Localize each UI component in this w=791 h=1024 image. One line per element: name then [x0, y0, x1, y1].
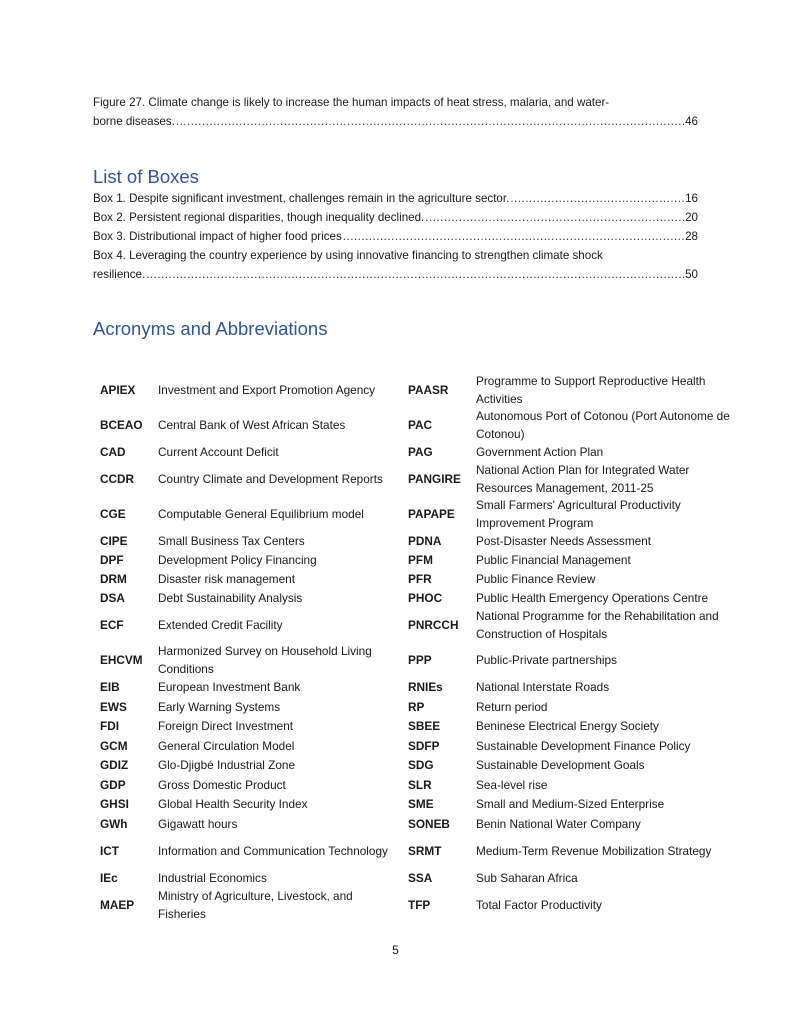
table-row: [93, 834, 743, 869]
definition: Small Business Tax Centers: [158, 533, 305, 548]
abbreviation: CGE: [100, 506, 126, 521]
abbreviation: SSA: [408, 870, 433, 885]
abbreviation: SDFP: [408, 738, 440, 753]
definition: Medium-Term Revenue Mobilization Strategy: [476, 843, 712, 858]
definition: Autonomous Port of Cotonou (Port Autonome de Cotonou): [476, 409, 730, 441]
abbreviation: DSA: [100, 590, 125, 605]
dot-leader: [176, 112, 684, 131]
abbreviation: RNIEs: [408, 680, 443, 695]
definition: Sustainable Development Finance Policy: [476, 738, 691, 753]
abbreviation: ECF: [100, 617, 124, 632]
abbreviation: SONEB: [408, 816, 450, 831]
abbreviation: PAG: [408, 444, 433, 459]
table-row: [93, 589, 743, 608]
toc-page-number: 50: [685, 268, 698, 281]
toc-entry-text: Box 2. Persistent regional disparities, though inequality declined.: [93, 211, 425, 224]
abbreviation: PHOC: [408, 590, 443, 605]
abbreviation: SLR: [408, 777, 432, 792]
definition: Early Warning Systems: [158, 699, 281, 714]
abbreviation: APIEX: [100, 382, 136, 397]
toc-line: [93, 189, 698, 208]
toc-entry-text: Box 4. Leveraging the country experience by using innovative financing to strengthen climate shock: [93, 249, 603, 262]
definition: Programme to Support Reproductive Health Activities: [476, 374, 706, 406]
abbreviation: SBEE: [408, 719, 441, 734]
dot-leader: [343, 227, 684, 246]
table-row: [93, 815, 743, 835]
abbreviation: PAC: [408, 417, 433, 432]
definition: European Investment Bank: [158, 680, 301, 695]
table-row: [93, 462, 743, 497]
definition: National Action Plan for Integrated Water Resources Management, 2011-25: [476, 463, 690, 495]
definition: Government Action Plan: [476, 444, 604, 459]
table-row: [93, 643, 743, 678]
toc-line: [93, 227, 698, 246]
definition: Post-Disaster Needs Assessment: [476, 533, 652, 548]
abbreviation: SRMT: [408, 843, 442, 858]
list-of-boxes-heading: List of Boxes: [93, 166, 199, 187]
abbreviation: PAASR: [408, 382, 449, 397]
abbreviation: IEc: [100, 870, 118, 885]
definition: Sustainable Development Goals: [476, 758, 645, 773]
definition: Development Policy Financing: [158, 552, 317, 567]
toc-line: [93, 208, 698, 227]
abbreviation: PPP: [408, 652, 432, 667]
definition: Return period: [476, 699, 548, 714]
abbreviation: TFP: [408, 897, 431, 912]
abbreviation: SME: [408, 797, 434, 812]
abbreviation: DPF: [100, 552, 124, 567]
abbreviation: EWS: [100, 699, 127, 714]
definition: Disaster risk management: [158, 571, 296, 586]
table-row: [93, 869, 743, 888]
definition: Glo-Djigbé Industrial Zone: [158, 758, 296, 773]
abbreviation: SDG: [408, 758, 434, 773]
abbreviation: CCDR: [100, 471, 135, 486]
table-row: [93, 698, 743, 718]
definition: National Interstate Roads: [476, 680, 610, 695]
table-row: [93, 737, 743, 757]
definition: Industrial Economics: [158, 870, 267, 885]
table-row: [93, 608, 743, 643]
toc-entry-text: Box 1. Despite significant investment, challenges remain in the agriculture sector.: [93, 192, 510, 205]
toc-entry-text: Figure 27. Climate change is likely to increase the human impacts of heat stress, malaria, and water-: [93, 96, 610, 109]
abbreviation: EIB: [100, 680, 120, 695]
toc-page-number: 28: [685, 230, 698, 243]
abbreviation: DRM: [100, 571, 127, 586]
table-row: [93, 795, 743, 815]
definition: Public Financial Management: [476, 552, 631, 567]
definition: Gross Domestic Product: [158, 777, 286, 792]
definition: Global Health Security Index: [158, 797, 308, 812]
definition: Gigawatt hours: [158, 816, 238, 831]
abbreviation: PFM: [408, 552, 433, 567]
abbreviation: PFR: [408, 571, 432, 586]
abbreviation: PANGIRE: [408, 471, 461, 486]
definition: Public-Private partnerships: [476, 652, 617, 667]
table-row: [93, 570, 743, 589]
abbreviation: PDNA: [408, 533, 442, 548]
definition: Ministry of Agriculture, Livestock, and Fisheries: [158, 889, 353, 921]
definition: Total Factor Productivity: [476, 897, 602, 912]
table-row: [93, 373, 743, 408]
abbreviation: FDI: [100, 719, 120, 734]
toc-entry-text: borne diseases.: [93, 115, 175, 128]
abbreviation: MAEP: [100, 897, 135, 912]
table-row: [93, 888, 743, 923]
definition: Country Climate and Development Reports: [158, 471, 383, 486]
toc-line: [93, 112, 698, 131]
table-row: [93, 678, 743, 698]
table-row: [93, 443, 743, 462]
toc-page-number: 46: [685, 115, 698, 128]
definition: National Programme for the Rehabilitation and Construction of Hospitals: [476, 609, 719, 641]
table-row: [93, 756, 743, 776]
table-row: [93, 497, 743, 532]
toc-page-number: 20: [685, 211, 698, 224]
abbreviation: GCM: [100, 738, 128, 753]
toc-page-number: 16: [685, 192, 698, 205]
definition: Current Account Deficit: [158, 444, 279, 459]
toc-line: [93, 265, 698, 284]
definition: Central Bank of West African States: [158, 417, 346, 432]
abbreviation: ICT: [100, 843, 120, 858]
definition: Benin National Water Company: [476, 816, 641, 831]
definition: Public Finance Review: [476, 571, 596, 586]
definition: Information and Communication Technology: [158, 843, 388, 858]
definition: Sub Saharan Africa: [476, 870, 578, 885]
table-row: [93, 551, 743, 570]
definition: Public Health Emergency Operations Centre: [476, 590, 709, 605]
definition: General Circulation Model: [158, 738, 295, 753]
abbreviation: BCEAO: [100, 417, 143, 432]
toc-entry-text: resilience.: [93, 268, 146, 281]
definition: Extended Credit Facility: [158, 617, 283, 632]
abbreviation: EHCVM: [100, 652, 143, 667]
definition: Sea-level rise: [476, 777, 548, 792]
abbreviation: CAD: [100, 444, 126, 459]
abbreviation: RP: [408, 699, 425, 714]
abbreviation: GHSI: [100, 797, 129, 812]
abbreviation: CIPE: [100, 533, 128, 548]
table-row: [93, 532, 743, 551]
toc-line: [93, 246, 698, 265]
definition: Computable General Equilibrium model: [158, 506, 364, 521]
table-row: [93, 408, 743, 443]
abbreviation: GWh: [100, 816, 128, 831]
table-row: [93, 717, 743, 737]
definition: Beninese Electrical Energy Society: [476, 719, 659, 734]
page-number: 5: [392, 943, 399, 957]
definition: Foreign Direct Investment: [158, 719, 294, 734]
acronyms-heading: Acronyms and Abbreviations: [93, 318, 328, 339]
dot-leader: [510, 189, 684, 208]
definition: Debt Sustainability Analysis: [158, 590, 303, 605]
toc-line: [93, 93, 698, 112]
definition: Small Farmers' Agricultural Productivity Improvement Program: [476, 498, 681, 530]
dot-leader: [425, 208, 684, 227]
dot-leader: [146, 265, 684, 284]
abbreviation: GDIZ: [100, 758, 129, 773]
table-row: [93, 776, 743, 796]
abbreviation: PAPAPE: [408, 506, 455, 521]
toc-entry-text: Box 3. Distributional impact of higher food prices: [93, 230, 342, 243]
definition: Small and Medium-Sized Enterprise: [476, 797, 665, 812]
abbreviation: PNRCCH: [408, 617, 459, 632]
definition: Investment and Export Promotion Agency: [158, 382, 376, 397]
definition: Harmonized Survey on Household Living Conditions: [158, 644, 372, 676]
abbreviation: GDP: [100, 777, 126, 792]
